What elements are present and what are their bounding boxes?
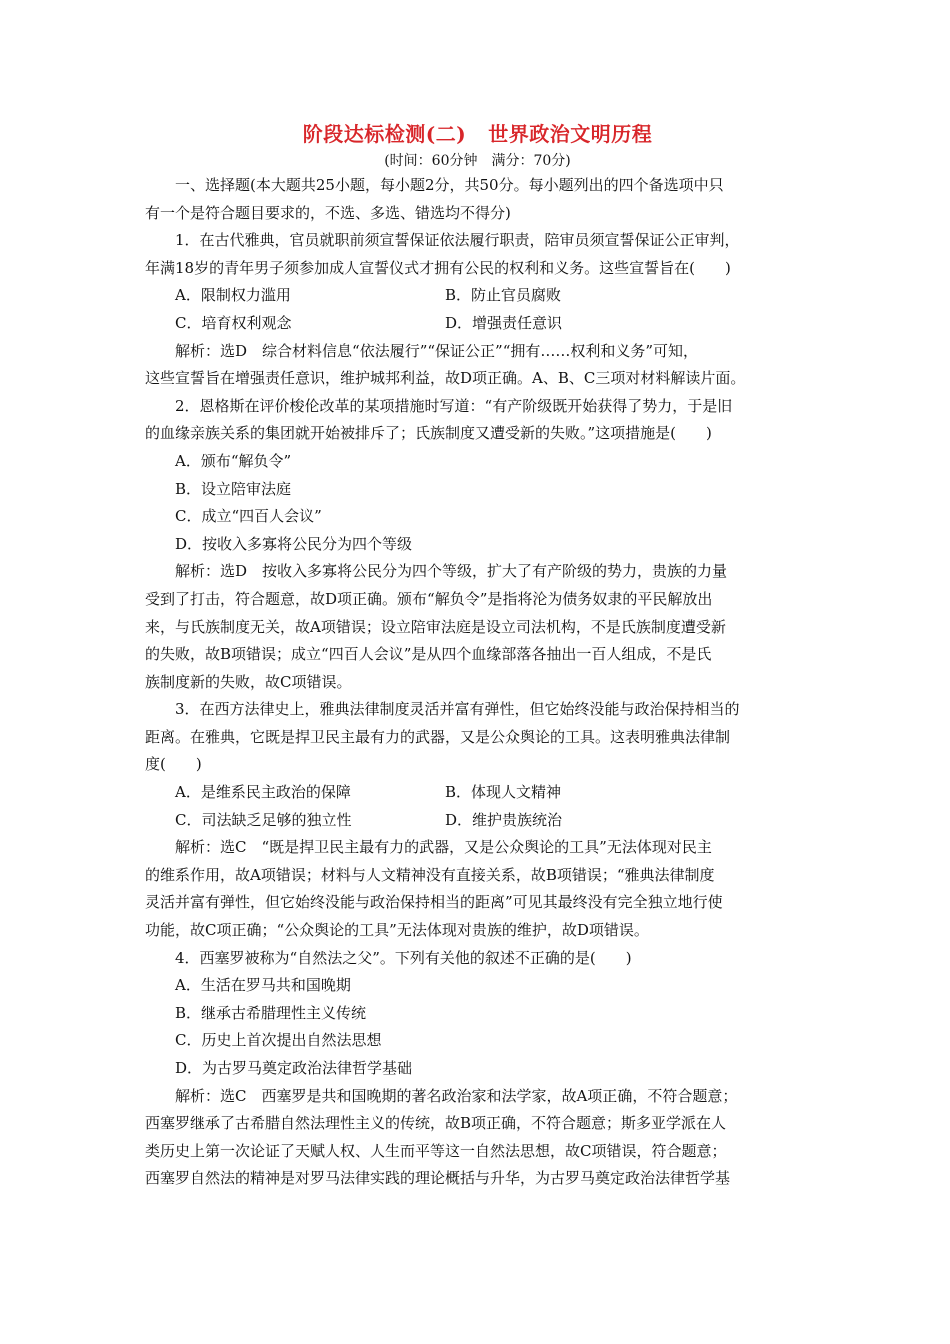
q3-analysis-line-3: 灵活并富有弹性，但它始终没能与政治保持相当的距离”可见其最终没有完全独立地行使 [145,893,723,912]
q3-stem-line-2: 距离。在雅典，它既是捍卫民主最有力的武器，又是公众舆论的工具。这表明雅典法律制 [145,727,731,746]
q4-stem-line-1: 4．西塞罗被称为“自然法之父”。下列有关他的叙述不正确的是( ) [175,948,632,967]
q1-option-b: B．防止官员腐败 [445,286,562,305]
page-title [145,118,810,150]
q1-option-d: D．增强责任意识 [445,313,563,332]
title-main: 阶段达标检测(二) [302,122,467,146]
q2-option-c: C．成立“四百人会议” [175,507,322,526]
q2-option-d: D．按收入多寡将公民分为四个等级 [175,534,413,553]
q4-analysis-line-4: 西塞罗自然法的精神是对罗马法律实践的理论概括与升华，为古罗马奠定政治法律哲学基 [145,1169,731,1188]
exam-time-score: (时间：60分钟 满分：70分) [384,153,571,169]
q4-analysis-line-3: 类历史上第一次论证了天赋人权、人生而平等这一自然法思想，故C项错误，符合题意； [145,1141,727,1160]
q2-analysis-line-2: 受到了打击，符合题意，故D项正确。颁布“解负令”是指将沦为债务奴隶的平民解放出 [145,589,713,608]
q2-stem-line-2: 的血缘亲族关系的集团就开始被排斥了；氏族制度又遭受新的失败。”这项措施是( ) [145,424,712,443]
q2-analysis-line-4: 的失败，故B项错误；成立“四百人会议”是从四个血缘部落各抽出一百人组成，不是氏 [145,645,712,664]
q3-stem-line-3: 度( ) [145,755,202,774]
q3-analysis-line-1: 解析：选C “既是捍卫民主最有力的武器，又是公众舆论的工具”无法体现对民主 [175,838,712,857]
question-1 [145,227,810,393]
q2-analysis-line-3: 来，与氏族制度无关，故A项错误；设立陪审法庭是设立司法机构，不是氏族制度遭受新 [145,617,726,636]
q2-stem-line-1: 2．恩格斯在评价梭伦改革的某项措施时写道：“有产阶级既开始获得了势力，于是旧 [175,396,733,415]
q3-options-row-1 [145,779,810,807]
q2-analysis-line-1: 解析：选D 按收入多寡将公民分为四个等级，扩大了有产阶级的势力，贵族的力量 [175,562,728,581]
q1-option-a: A．限制权力滥用 [175,286,291,305]
q3-option-a: A．是维系民主政治的保障 [175,783,351,802]
q4-option-b: B．继承古希腊理性主义传统 [175,1003,367,1022]
q1-analysis-line-2: 这些宣誓旨在增强责任意识，维护城邦利益，故D项正确。A、B、C三项对材料解读片面。 [145,369,746,388]
q2-option-b: B．设立陪审法庭 [175,479,292,498]
q1-options-row-2 [145,310,810,338]
section-instruction-line-2: 有一个是符合题目要求的，不选、多选、错选均不得分) [145,203,511,222]
q3-option-c: C．司法缺乏足够的独立性 [175,810,352,829]
q2-option-a: A．颁布“解负令” [175,451,292,470]
q3-stem-line-1: 3．在西方法律史上，雅典法律制度灵活并富有弹性，但它始终没能与政治保持相当的 [175,700,740,719]
question-3 [145,696,810,944]
q4-option-c: C．历史上首次提出自然法思想 [175,1031,382,1050]
q1-stem-line-1: 1．在古代雅典，官员就职前须宣誓保证依法履行职责，陪审员须宣誓保证公正审判， [175,231,740,250]
q4-option-d: D．为古罗马奠定政治法律哲学基础 [175,1059,413,1077]
q4-option-a: A．生活在罗马共和国晚期 [175,976,351,995]
q1-option-c: C．培育权利观念 [175,313,292,332]
q1-options-row-1 [145,282,810,310]
question-4 [145,945,810,1193]
q3-analysis-line-2: 的维系作用，故A项错误；材料与人文精神没有直接关系，故B项错误；“雅典法律制度 [145,865,715,884]
title-sub: 世界政治文明历程 [488,122,653,146]
q3-analysis-line-4: 功能，故C项正确；“公众舆论的工具”无法体现对贵族的维护，故D项错误。 [145,921,649,940]
q1-stem-line-2: 年满18岁的青年男子须参加成人宣誓仪式才拥有公民的权利和义务。这些宣誓旨在( ) [145,258,731,277]
question-2 [145,393,810,697]
q4-analysis-line-2: 西塞罗继承了古希腊自然法理性主义的传统，故B项正确，不符合题意；斯多亚学派在人 [145,1114,727,1133]
q2-analysis-line-5: 族制度新的失败，故C项错误。 [145,672,352,691]
section-instruction-line-1: 一、选择题(本大题共25小题，每小题2分，共50分。每小题列出的四个备选项中只 [175,176,724,194]
q4-analysis-line-1: 解析：选C 西塞罗是共和国晚期的著名政治家和法学家，故A项正确，不符合题意； [175,1086,738,1105]
q3-option-b: B．体现人文精神 [445,783,562,802]
q3-option-d: D．维护贵族统治 [445,810,563,829]
q1-analysis-line-1: 解析：选D 综合材料信息“依法履行”“保证公正”“拥有……权利和义务”可知， [175,341,699,360]
q3-options-row-2 [145,807,810,835]
document-page [145,118,810,1193]
